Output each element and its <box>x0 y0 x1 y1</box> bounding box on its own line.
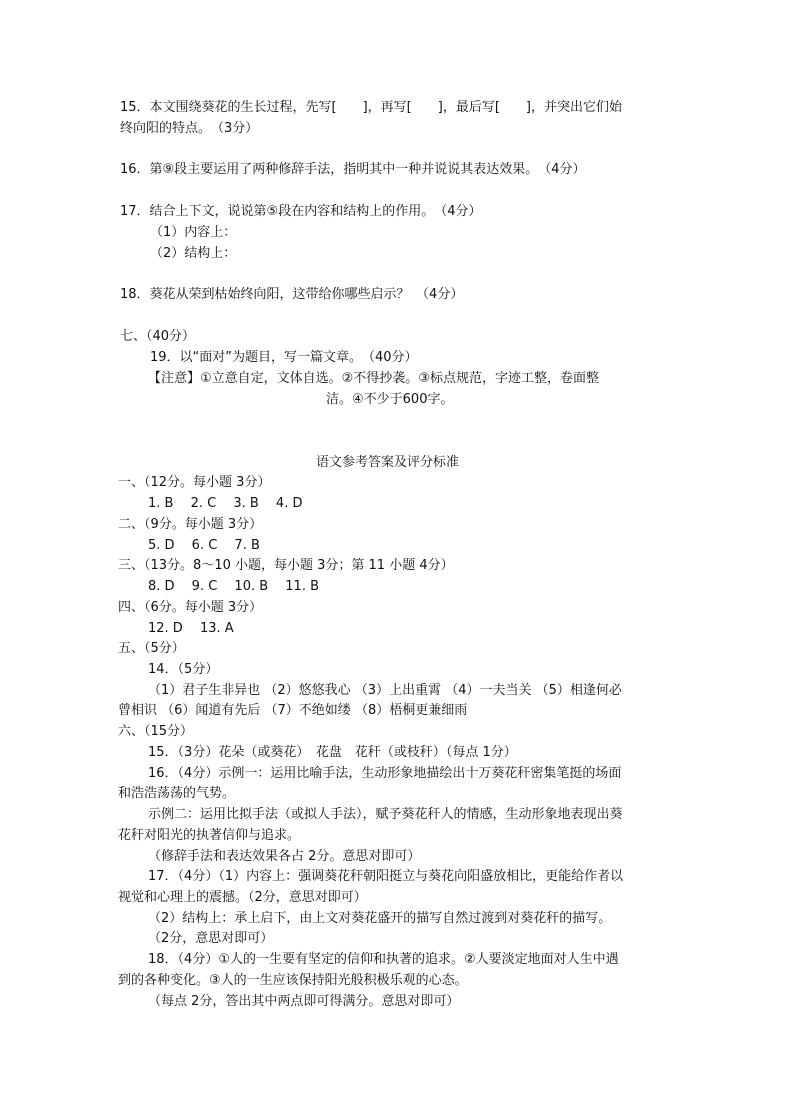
answer-line: 花秆对阳光的执著信仰与追求。 <box>118 828 301 843</box>
essay-note-line-1: 【注意】①立意自定，文体自选。②不得抄袭。③标点规范，字迹工整，卷面整 <box>148 371 599 386</box>
answer-line: （1）君子生非异也 （2）悠悠我心 （3）上出重霄 （4）一夫当关 （5）相逢何必 <box>148 683 622 698</box>
answer-line: 5. D 6. C 7. B <box>148 538 260 553</box>
section-7-heading: 七、（40分） <box>120 329 196 344</box>
answer-line: 8. D 9. C 10. B 11. B <box>148 579 320 594</box>
question-17-part-2: （2）结构上： <box>150 246 237 261</box>
answer-line: 视觉和心理上的震撼。（2分，意思对即可） <box>118 890 367 905</box>
question-15-continued: 终向阳的特点。 （3分） <box>120 121 259 136</box>
question-19: 19．以“面对”为题目，写一篇文章。 （40分） <box>150 350 418 365</box>
answer-line: 12. D 13. A <box>148 621 234 636</box>
answer-line: 示例二：运用比拟手法（或拟人手法），赋予葵花秆人的情感，生动形象地表现出葵 <box>148 807 623 822</box>
answer-key-title: 语文参考答案及评分标准 <box>316 455 460 470</box>
answer-line: 二、（9分。每小题 3分） <box>118 517 263 532</box>
answer-line: 五、（5分） <box>118 641 185 656</box>
question-18: 18．葵花从荣到枯始终向阳，这带给你哪些启示？ （4分） <box>120 287 464 302</box>
answer-line: 四、（6分。每小题 3分） <box>118 600 263 615</box>
answer-line: 六、（15分） <box>118 724 194 739</box>
answer-line: 到的各种变化。③人的一生应该保持阳光般积极乐观的心态。 <box>118 973 468 988</box>
answer-line: （2）结构上：承上启下，由上文对葵花盛开的描写自然过渡到对葵花秆的描写。 <box>148 911 612 926</box>
answer-line: 一、（12分。每小题 3分） <box>118 475 271 490</box>
answer-line: 三、（13分。8～10 小题，每小题 3分；第 11 小题 4分） <box>118 558 454 573</box>
answer-line: 17．（4分）（1）内容上：强调葵花秆朝阳挺立与葵花向阳盛放相比，更能给作者以 <box>148 869 624 884</box>
question-17: 17．结合上下文，说说第⑤段在内容和结构上的作用。 （4分） <box>120 204 482 219</box>
answer-line: 16．（4分）示例一：运用比喻手法，生动形象地描绘出十万葵花秆密集笔挺的场面 <box>148 766 622 781</box>
question-16: 16．第⑨段主要运用了两种修辞手法，指明其中一种并说说其表达效果。 （4分） <box>120 162 586 177</box>
answer-line: 14．（5分） <box>148 662 219 677</box>
answer-line: （每点 2分，答出其中两点即可得满分。意思对即可） <box>148 994 460 1009</box>
answer-line: （修辞手法和表达效果各占 2分。意思对即可） <box>148 849 421 864</box>
question-17-part-1: （1）内容上： <box>150 225 237 240</box>
essay-note-line-2: 洁。④不少于600字。 <box>326 392 454 407</box>
answer-line: 15．（3分）花朵（或葵花） 花盘 花秆（或枝秆）（每点 1分） <box>148 745 517 760</box>
answer-line: 和浩浩荡荡的气势。 <box>118 786 236 801</box>
answer-line: 曾相识 （6）闻道有先后 （7）不绝如缕 （8）梧桐更兼细雨 <box>118 703 468 718</box>
answer-line: （2分，意思对即可） <box>148 931 274 946</box>
question-15: 15．本文围绕葵花的生长过程，先写[ ]，再写[ ]，最后写[ ]，并突出它们始 <box>120 100 622 115</box>
answer-line: 18．（4分）①人的一生要有坚定的信仰和执著的追求。②人要淡定地面对人生中遇 <box>148 952 619 967</box>
answer-line: 1. B 2. C 3. B 4. D <box>148 496 303 511</box>
